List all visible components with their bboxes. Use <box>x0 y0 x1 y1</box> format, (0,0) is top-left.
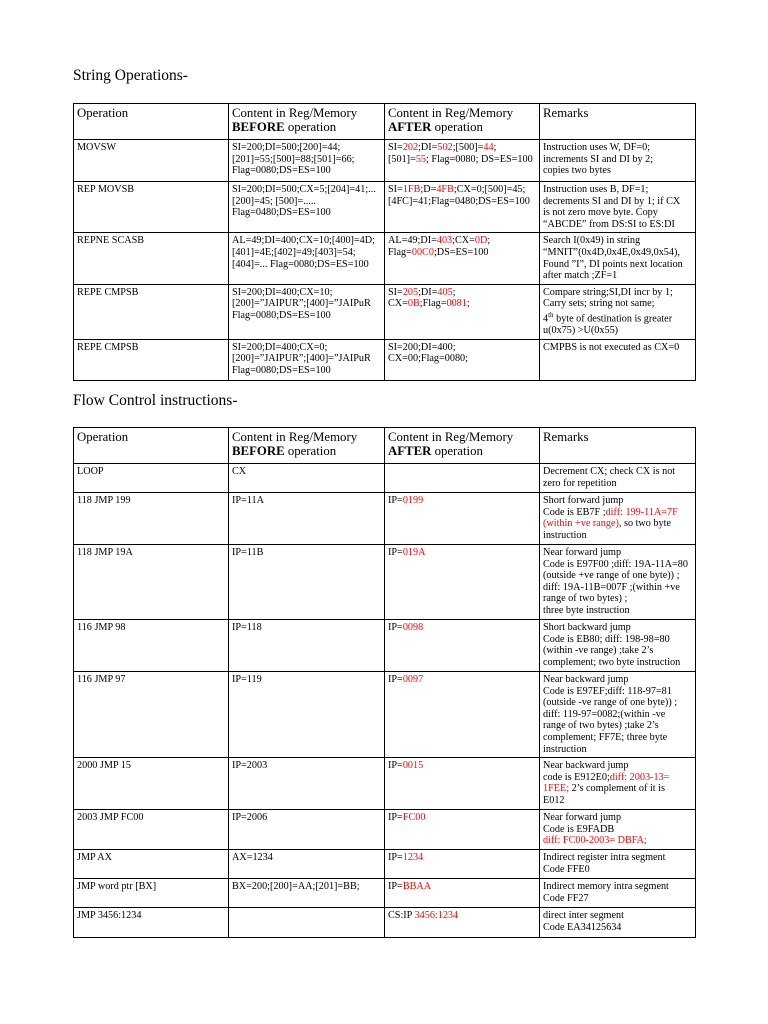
after-cell-segment: IP= <box>388 495 403 506</box>
after-cell <box>385 908 540 938</box>
header-after-prefix: Content in Reg/Memory <box>388 430 514 444</box>
table-row <box>74 672 696 758</box>
after-cell-segment: ;DI= <box>418 142 438 153</box>
table-row <box>74 339 696 380</box>
after-cell <box>385 493 540 545</box>
header-before-suffix: operation <box>284 444 337 458</box>
after-cell-segment: 202 <box>402 142 419 153</box>
remarks-sup: th <box>548 310 554 319</box>
operation-cell: JMP 3456:1234 <box>74 908 229 938</box>
remarks-cell-segment: diff: 199-11A=7F (within +ve range) <box>543 506 678 530</box>
before-cell: SI=200;DI=500;CX=5;[204]=41;... [200]=45; [500]=..... Flag=0480;DS=ES=100 <box>229 182 385 233</box>
remarks-cell-segment: Short forward jump Code is EB7F ; <box>543 495 624 518</box>
flow-control-title: Flow Control instructions- <box>73 392 238 409</box>
after-cell-segment: IP= <box>388 547 403 558</box>
after-cell-segment: 405 <box>437 286 453 298</box>
after-cell <box>385 810 540 850</box>
after-cell-segment: ;DI= <box>418 286 438 298</box>
remarks-cell-segment: diff: FC00-2003= DBFA; <box>543 835 647 847</box>
before-cell: IP=2006 <box>229 810 385 850</box>
remarks-cell: Instruction uses W, DF=0; increments SI and DI by 2; copies two bytes <box>540 140 696 182</box>
remarks-cell-segment: Decrement CX; check CX is not zero for repetition <box>543 466 676 489</box>
after-cell-segment: AL=49;DI= <box>388 235 437 247</box>
after-cell-segment: 00C0 <box>411 246 434 258</box>
after-cell-segment: 1234 <box>402 852 424 864</box>
operation-cell: MOVSW <box>74 140 229 182</box>
table-row <box>74 233 696 284</box>
header-after <box>385 104 540 140</box>
before-cell <box>229 908 385 938</box>
after-cell-segment: 0081 <box>446 298 467 310</box>
after-cell-segment: 0D <box>474 235 488 247</box>
table-row <box>74 493 696 545</box>
after-cell-segment: ;CX=0;[500]=45; [4FC]=41;Flag=0480;DS=ES=100 <box>388 184 530 207</box>
after-cell-segment: 019A <box>402 547 426 558</box>
after-cell-segment: 0199 <box>402 495 424 506</box>
after-cell <box>385 850 540 879</box>
after-cell-segment: 3456:1234 <box>414 910 459 922</box>
table-row <box>74 284 696 339</box>
after-cell-segment: ;D= <box>420 184 437 195</box>
after-cell-segment: 205 <box>402 286 419 298</box>
table-row <box>74 810 696 850</box>
after-cell-segment: 403 <box>436 235 453 247</box>
operation-cell: 2000 JMP 15 <box>74 758 229 810</box>
remarks-cell-segment: Indirect register intra segment Code FFE0 <box>543 852 666 875</box>
before-cell: BX=200;[200]=AA;[201]=BB; <box>229 879 385 908</box>
before-cell: AL=49;DI=400;CX=10;[400]=4D; [401]=4E;[402]=49;[403]=54; [404]=... Flag=0080;DS=ES=100 <box>229 233 385 284</box>
after-cell-segment: IP= <box>388 760 403 772</box>
after-cell-segment: SI= <box>388 142 403 153</box>
before-cell: IP=11B <box>229 545 385 620</box>
after-cell <box>385 672 540 758</box>
after-cell <box>385 758 540 810</box>
after-cell-segment: SI= <box>388 286 403 298</box>
operation-cell: 118 JMP 199 <box>74 493 229 545</box>
after-cell <box>385 182 540 233</box>
remarks-text: Compare string;SI,DI incr by 1; Carry sets; string not same; 4 <box>543 286 673 325</box>
flow-control-table <box>73 427 696 938</box>
header-before-bold: BEFORE <box>232 120 285 134</box>
table-row <box>74 908 696 938</box>
remarks-cell <box>540 464 696 493</box>
before-cell: IP=11A <box>229 493 385 545</box>
before-cell: AX=1234 <box>229 850 385 879</box>
operation-cell: JMP AX <box>74 850 229 879</box>
after-cell <box>385 879 540 908</box>
table-row <box>74 850 696 879</box>
header-before <box>229 104 385 140</box>
after-cell-segment: 0B <box>407 298 420 310</box>
operation-cell: REPNE SCASB <box>74 233 229 284</box>
after-cell-segment: ;DS=ES=100 <box>433 246 489 258</box>
header-row <box>74 104 696 140</box>
remarks-cell: Instruction uses B, DF=1; decrements SI and DI by 1; if CX is not zero move byte. Copy “ABCDE” from DS:SI to ES:DI <box>540 182 696 233</box>
table-row <box>74 464 696 493</box>
after-cell-segment: ;Flag= <box>419 298 447 310</box>
after-cell-segment: IP= <box>388 812 403 824</box>
header-remarks: Remarks <box>540 428 696 464</box>
header-operation: Operation <box>74 104 229 140</box>
header-after-suffix: operation <box>431 120 483 134</box>
after-cell <box>385 284 540 339</box>
after-cell-segment: FC00 <box>402 812 426 824</box>
header-before-bold: BEFORE <box>232 444 285 458</box>
after-cell-segment: 0098 <box>402 622 424 633</box>
after-cell <box>385 545 540 620</box>
remarks-cell-segment: diff: 2003-13= 1FEE; <box>543 771 670 795</box>
remarks-cell: Search I(0x49) in string “MNIT”(0x4D,0x4E,0x49,0x54), Found ”I”, DI points next location after match ;ZF=1 <box>540 233 696 284</box>
table-row <box>74 620 696 672</box>
header-operation: Operation <box>74 428 229 464</box>
header-after-suffix: operation <box>431 444 483 458</box>
remarks-text: byte of destination is greater u(0x75) >U(0x55) <box>543 313 673 336</box>
operation-cell: 116 JMP 98 <box>74 620 229 672</box>
header-after-prefix: Content in Reg/Memory <box>388 106 514 120</box>
header-remarks: Remarks <box>540 104 696 140</box>
before-cell: IP=2003 <box>229 758 385 810</box>
after-cell-segment: ;CX= <box>452 235 475 247</box>
after-cell-segment: ; CX= <box>388 286 456 310</box>
after-cell-segment: ; <box>466 298 470 310</box>
table-row <box>74 140 696 182</box>
remarks-cell-segment: Indirect memory intra segment Code FF27 <box>543 881 669 904</box>
table-row <box>74 758 696 810</box>
after-cell <box>385 620 540 672</box>
after-cell <box>385 339 540 380</box>
string-operations-title: String Operations- <box>73 67 188 84</box>
table-row <box>74 879 696 908</box>
remarks-cell-segment: Near backward jump code is E912E0; <box>543 760 629 783</box>
remarks-cell <box>540 879 696 908</box>
remarks-cell-segment: Near forward jump Code is E9FADB <box>543 812 622 835</box>
after-cell-segment: ;[500]= <box>452 142 484 153</box>
operation-cell: JMP word ptr [BX] <box>74 879 229 908</box>
after-cell-segment: 44 <box>483 142 494 153</box>
operation-cell: REP MOVSB <box>74 182 229 233</box>
remarks-cell <box>540 810 696 850</box>
after-cell-segment: 502 <box>437 142 453 153</box>
after-cell-segment: IP= <box>388 852 403 864</box>
remarks-cell <box>540 850 696 879</box>
after-cell-segment: 0015 <box>402 760 424 772</box>
after-cell-segment: 55 <box>415 153 426 165</box>
header-before-suffix: operation <box>284 120 337 134</box>
after-cell-segment: IP= <box>388 674 403 685</box>
before-cell: SI=200;DI=400;CX=10; [200]=”JAIPUR”;[400]=”JAIPuR Flag=0080;DS=ES=100 <box>229 284 385 339</box>
remarks-cell <box>540 908 696 938</box>
remarks-cell-segment: 2’s complement of it is E012 <box>543 783 665 806</box>
after-cell-segment: SI=200;DI=400; CX=00;Flag=0080; <box>388 341 468 365</box>
operation-cell: REPE CMPSB <box>74 339 229 380</box>
after-cell-segment: ; [501]= <box>388 142 497 165</box>
remarks-cell-segment: Short backward jump Code is EB80; diff: 198-98=80 (within -ve range) ;take 2’s complement; two byte instruction <box>543 622 681 668</box>
remarks-cell-segment: , so two byte instruction <box>543 518 671 541</box>
remarks-cell <box>540 284 696 339</box>
after-cell-segment: IP= <box>388 622 403 633</box>
operation-cell: REPE CMPSB <box>74 284 229 339</box>
remarks-cell: CMPBS is not executed as CX=0 <box>540 339 696 380</box>
remarks-cell <box>540 672 696 758</box>
remarks-cell <box>540 545 696 620</box>
header-before-prefix: Content in Reg/Memory <box>232 430 358 444</box>
header-after <box>385 428 540 464</box>
after-cell-segment: SI= <box>388 184 403 195</box>
header-row <box>74 428 696 464</box>
after-cell-segment: IP= <box>388 881 403 893</box>
header-after-bold: AFTER <box>388 120 432 134</box>
operation-cell: 116 JMP 97 <box>74 672 229 758</box>
after-cell-segment: 0097 <box>402 674 424 685</box>
before-cell: IP=119 <box>229 672 385 758</box>
operation-cell: 118 JMP 19A <box>74 545 229 620</box>
operation-cell: 2003 JMP FC00 <box>74 810 229 850</box>
after-cell-segment: CS:IP <box>388 910 415 922</box>
string-operations-table <box>73 103 696 381</box>
remarks-cell-segment: Near forward jump Code is E97F00 ;diff: 19A-11A=80 (outside +ve range of one byte)) ; diff: 19A-11B=007F ;(within +ve range of two bytes) ; three byte instruction <box>543 547 688 616</box>
remarks-cell-segment: Near backward jump Code is E97EF;diff: 118-97=81 (outside -ve range of one byte)) ; diff: 119-97=0082;(within -ve range of two bytes) ;take 2’s complement; FF7E; three byte instruction <box>543 674 678 755</box>
operation-cell: LOOP <box>74 464 229 493</box>
header-before-prefix: Content in Reg/Memory <box>232 106 358 120</box>
table-row <box>74 182 696 233</box>
remarks-cell <box>540 620 696 672</box>
after-cell <box>385 464 540 493</box>
after-cell-segment: ; Flag= <box>388 235 491 258</box>
header-before <box>229 428 385 464</box>
before-cell: IP=118 <box>229 620 385 672</box>
before-cell: CX <box>229 464 385 493</box>
header-after-bold: AFTER <box>388 444 432 458</box>
after-cell-segment: 1FB <box>402 184 421 195</box>
remarks-cell <box>540 758 696 810</box>
before-cell: SI=200;DI=400;CX=0; [200]=”JAIPUR”;[400]=”JAIPuR Flag=0080;DS=ES=100 <box>229 339 385 380</box>
after-cell <box>385 233 540 284</box>
remarks-cell <box>540 493 696 545</box>
after-cell-segment: 4FB <box>436 184 454 195</box>
after-cell-segment: ; Flag=0080; DS=ES=100 <box>426 153 533 165</box>
after-cell <box>385 140 540 182</box>
remarks-cell-segment: direct inter segment Code EA34125634 <box>543 910 624 933</box>
before-cell: SI=200;DI=500;[200]=44; [201]=55;[500]=88;[501]=66; Flag=0080;DS=ES=100 <box>229 140 385 182</box>
after-cell-segment: BBAA <box>402 881 432 893</box>
table-row <box>74 545 696 620</box>
